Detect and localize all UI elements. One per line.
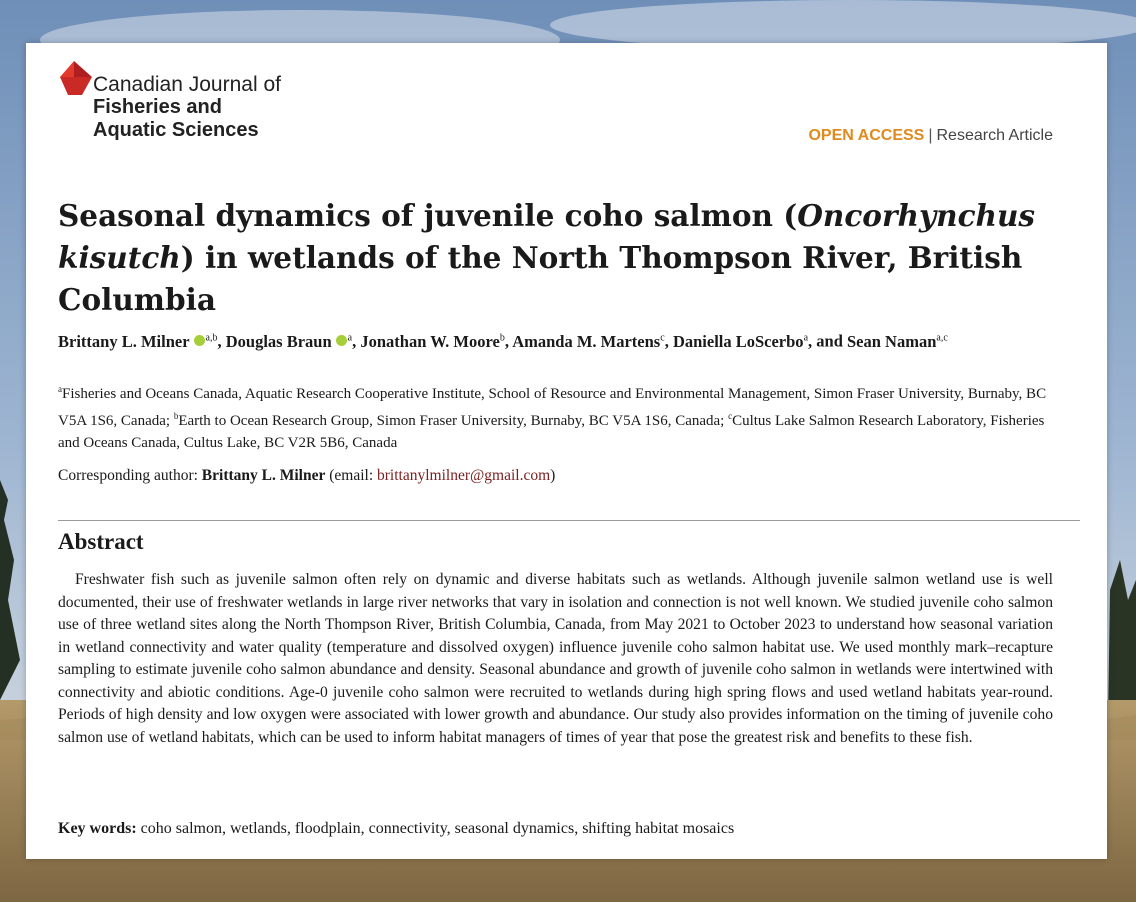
- email-prefix: (email:: [325, 467, 378, 484]
- author-affiliation-sup: a,b: [205, 332, 218, 343]
- author-affiliation-sup: c: [660, 332, 665, 343]
- author[interactable]: [512, 332, 664, 351]
- affiliation-b: Earth to Ocean Research Group, Simon Fraser University, Burnaby, BC V5A 1S6, Canada;: [178, 413, 729, 429]
- article-card: [26, 43, 1107, 859]
- author-name: Douglas Braun: [225, 331, 332, 351]
- author-name: Amanda M. Martens: [512, 331, 661, 351]
- author-affiliation-sup: a: [803, 332, 809, 343]
- journal-name-line1: Canadian Journal of: [93, 73, 281, 96]
- author-name: Jonathan W. Moore: [360, 331, 500, 351]
- article-type-separator: |: [928, 127, 933, 144]
- author-name: Sean Naman: [847, 331, 937, 351]
- author-affiliation-sup: a: [347, 332, 353, 343]
- orcid-icon[interactable]: [336, 335, 347, 346]
- affiliation-c: Cultus Lake Salmon Research Laboratory, Fisheries and Oceans Canada, Cultus Lake, BC V2R 5B6, Canada: [58, 413, 1045, 451]
- author[interactable]: [847, 332, 948, 351]
- author-separator: , and: [808, 331, 847, 351]
- article-kind: Research Article: [936, 127, 1053, 144]
- corresponding-label: Corresponding author:: [58, 467, 202, 484]
- article-title: [58, 195, 1068, 321]
- author-separator: ,: [352, 331, 361, 351]
- corresponding-email-link[interactable]: brittanylmilner@gmail.com: [377, 467, 551, 484]
- section-divider: [58, 520, 1080, 521]
- keywords-list: coho salmon, wetlands, floodplain, connectivity, seasonal dynamics, shifting habitat mosaics: [140, 820, 735, 837]
- corresponding-name: Brittany L. Milner: [201, 467, 326, 484]
- journal-name: [93, 73, 281, 142]
- affiliations: [58, 378, 1068, 454]
- keywords-label: Key words:: [58, 820, 141, 837]
- abstract-text: Freshwater fish such as juvenile salmon often rely on dynamic and diverse habitats such as wetlands. Although juvenile salmon wetland use is well documented, their use of freshwater wetlands in large river networks that vary in isolation and connection is not well known. We studied juvenile coho salmon use of three wetland sites along the North Thompson River, British Columbia, Canada, from May 2021 to October 2023 to understand how seasonal variation in wetland connectivity and water quality (temperature and dissolved oxygen) influence juvenile coho salmon habitat use. We used monthly mark–recapture sampling to estimate juvenile coho salmon abundance and density. Seasonal abundance and growth of juvenile coho salmon in wetlands were intertwined with connectivity and abiotic conditions. Age-0 juvenile coho salmon were recruited to wetlands during high spring flows and used wetland habitats year-round. Periods of high density and low oxygen were associated with lower growth and abundance. Our study also provides information on the timing of juvenile coho salmon use of wetland habitats, which can be used to inform habitat managers of times of year that pose the greatest risk and benefits to these fish.: [58, 571, 1053, 746]
- author[interactable]: [360, 332, 505, 351]
- affiliation-sup: a: [58, 384, 62, 394]
- author[interactable]: [673, 332, 808, 351]
- open-access-badge: OPEN ACCESS: [808, 127, 925, 144]
- journal-name-line3: Aquatic Sciences: [93, 119, 259, 141]
- author-list: [58, 326, 1068, 353]
- maple-leaf-icon: [58, 61, 94, 95]
- author-name: Brittany L. Milner: [58, 331, 190, 351]
- affiliation-sup: b: [173, 411, 179, 421]
- title-part2: ) in wetlands of the North Thompson River, British Columbia: [58, 240, 1023, 317]
- author-separator: ,: [217, 331, 226, 351]
- orcid-icon[interactable]: [194, 335, 205, 346]
- abstract-heading: Abstract: [58, 529, 144, 554]
- affiliation-sup: c: [728, 411, 733, 421]
- journal-name-line2: Fisheries and: [93, 96, 222, 118]
- title-scientific-name-genus: Oncorhynchus: [797, 198, 1036, 233]
- author-separator: ,: [504, 331, 513, 351]
- keywords: [58, 820, 734, 838]
- author-affiliation-sup: a,c: [936, 332, 948, 343]
- author[interactable]: [226, 332, 352, 351]
- title-scientific-name-species: kisutch: [58, 240, 181, 275]
- author-affiliation-sup: b: [499, 332, 505, 343]
- affiliation-a: Fisheries and Oceans Canada, Aquatic Research Cooperative Institute, School of Resource and Environmental Management, Simon Fraser University, Burnaby, BC V5A 1S6, Canada;: [58, 386, 1047, 429]
- author[interactable]: [58, 332, 217, 351]
- corresponding-author: [58, 467, 555, 485]
- title-part1: Seasonal dynamics of juvenile coho salmon (: [58, 198, 798, 233]
- article-type: [808, 127, 1053, 145]
- email-suffix: ): [550, 467, 556, 484]
- author-separator: ,: [664, 331, 673, 351]
- author-name: Daniella LoScerbo: [672, 331, 804, 351]
